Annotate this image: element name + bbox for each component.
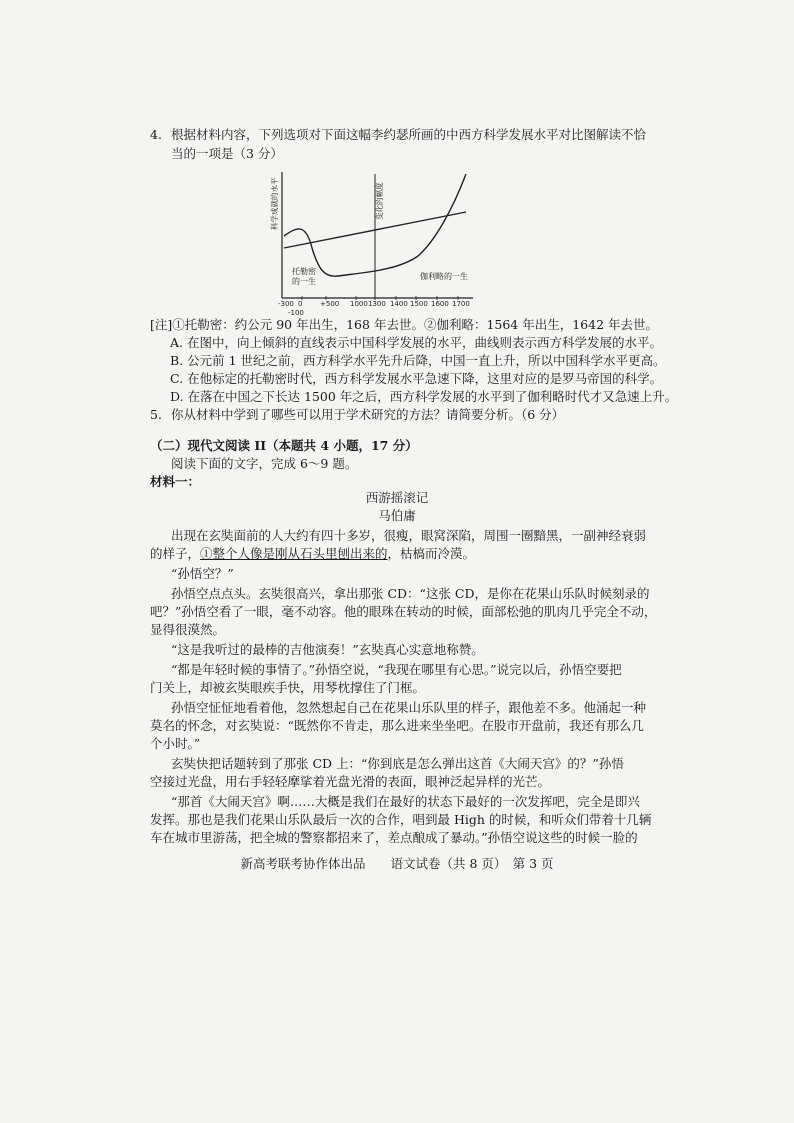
para-3-line-1: 孙悟空点点头。玄奘很高兴，拿出那张 CD：“这张 CD，是你在花果山乐队时候刻录的 <box>171 586 650 601</box>
para-6-line-2: 莫名的怀念，对玄奘说：“既然你不肯走，那么进来坐坐吧。在股市开盘前，我还有那么几 <box>150 718 644 733</box>
material-label: 材料一： <box>150 474 201 489</box>
para-3-line-2: 吧？”孙悟空看了一眼，毫不动容。他的眼珠在转动的时候，面部松弛的肌肉几乎完全不动， <box>150 604 657 619</box>
label-galileo: 伽利略的一生 <box>420 272 468 281</box>
x-axis-ticks <box>278 300 470 317</box>
figure-vlabel: 变化的幅度 <box>375 182 384 220</box>
figure-note: [注]①托勒密：约公元 90 年出生，168 年去世。②伽利略：1564 年出生，1642 年去世。 <box>150 317 659 332</box>
article-author: 马伯庸 <box>378 508 416 523</box>
para-1-pre: 的样子， <box>150 546 201 561</box>
option-b: B. 公元前 1 世纪之前，西方科学水平先升后降，中国一直上升，所以中国科学水平更高。 <box>170 353 666 368</box>
section-heading: （二）现代文阅读 II（本题共 4 小题，17 分） <box>150 438 418 453</box>
label-ptolemy-2: 的一生 <box>292 277 316 286</box>
para-7-line-2: 空接过光盘，用右手轻轻摩挲着光盘光滑的表面，眼神泛起异样的光芒。 <box>150 774 551 789</box>
q5-text: 你从材料中学到了哪些可以用于学术研究的方法？请简要分析。（6 分） <box>171 407 565 422</box>
q4-text-line1: 根据材料内容，下列选项对下面这幅李约瑟所画的中西方科学发展水平对比图解读不恰 <box>171 127 647 142</box>
tick-label: 1000 <box>350 300 368 308</box>
tick-label: -100 <box>288 309 304 317</box>
tick-label: 1700 <box>452 300 470 308</box>
science-comparison-figure <box>268 168 483 318</box>
underlined-sentence-1: ①整个人像是刚从石头里刨出来的 <box>200 546 388 561</box>
para-6-line-3: 个小时。” <box>150 736 201 751</box>
para-3-line-3: 显得很漠然。 <box>150 622 226 637</box>
para-1-line-1: 出现在玄奘面前的人大约有四十多岁，很瘦，眼窝深陷，周围一圈黯黑，一副神经衰弱 <box>171 528 647 543</box>
option-d: D. 在落在中国之下长达 1500 年之后，西方科学发展的水平到了伽利略时代才又急速上升。 <box>170 389 678 404</box>
option-a: A. 在图中，向上倾斜的直线表示中国科学发展的水平，曲线则表示西方科学发展的水平。 <box>170 335 662 350</box>
label-ptolemy-1: 托勒密 <box>292 267 316 276</box>
para-6-line-1: 孙悟空怔怔地看着他，忽然想起自己在花果山乐队里的样子，跟他差不多。他涌起一种 <box>171 700 647 715</box>
q4-number: 4. <box>150 127 162 142</box>
para-5-line-2: 门关上，却被玄奘眼疾手快，用琴枕撑住了门框。 <box>150 680 426 695</box>
article-title: 西游摇滚记 <box>365 490 429 505</box>
para-7-line-1: 玄奘快把话题转到了那张 CD 上：“你到底是怎么弹出这首《大闹天宫》的？”孙悟 <box>171 756 624 771</box>
para-1-line-2 <box>150 546 475 562</box>
q5-number: 5. <box>150 407 162 422</box>
para-1-post: ，枯槁而冷漠。 <box>387 546 476 561</box>
para-5-line-1: “都是年轻时候的事情了。”孙悟空说，“我现在哪里有心思。”说完以后，孙悟空要把 <box>171 662 622 677</box>
figure-ylabel: 科学成就的水平 <box>270 177 279 230</box>
para-8-line-3: 车在城市里游荡，把全城的警察都招来了，差点酿成了暴动。”孙悟空说这些的时候一脸的 <box>150 830 638 845</box>
tick-label: 1500 <box>410 300 428 308</box>
para-2: “孙悟空？” <box>171 566 234 581</box>
tick-label: 1600 <box>431 300 449 308</box>
para-8-line-2: 发挥。那也是我们花果山乐队最后一次的合作，唱到最 High 的时候，和听众们带着十几辆 <box>150 812 652 827</box>
tick-label: +500 <box>320 300 340 308</box>
para-8-line-1: “那首《大闹天宫》啊……大概是我们在最好的状态下最好的一次发挥吧，完全是即兴 <box>171 794 640 809</box>
page-footer: 新高考联考协作体出品 语文试卷（共 8 页） 第 3 页 <box>240 856 554 871</box>
option-c: C. 在他标定的托勒密时代，西方科学发展水平急速下降，这里对应的是罗马帝国的科学。 <box>170 371 663 386</box>
tick-label: 0 <box>298 300 303 308</box>
q4-text-line2: 当的一项是（3 分） <box>171 146 283 161</box>
tick-label: -300 <box>278 300 294 308</box>
tick-label: 1300 <box>368 300 386 308</box>
para-4: “这是我听过的最棒的吉他演奏！”玄奘真心实意地称赞。 <box>171 642 484 657</box>
section-instruction: 阅读下面的文字，完成 6～9 题。 <box>171 456 358 471</box>
tick-label: 1400 <box>390 300 408 308</box>
